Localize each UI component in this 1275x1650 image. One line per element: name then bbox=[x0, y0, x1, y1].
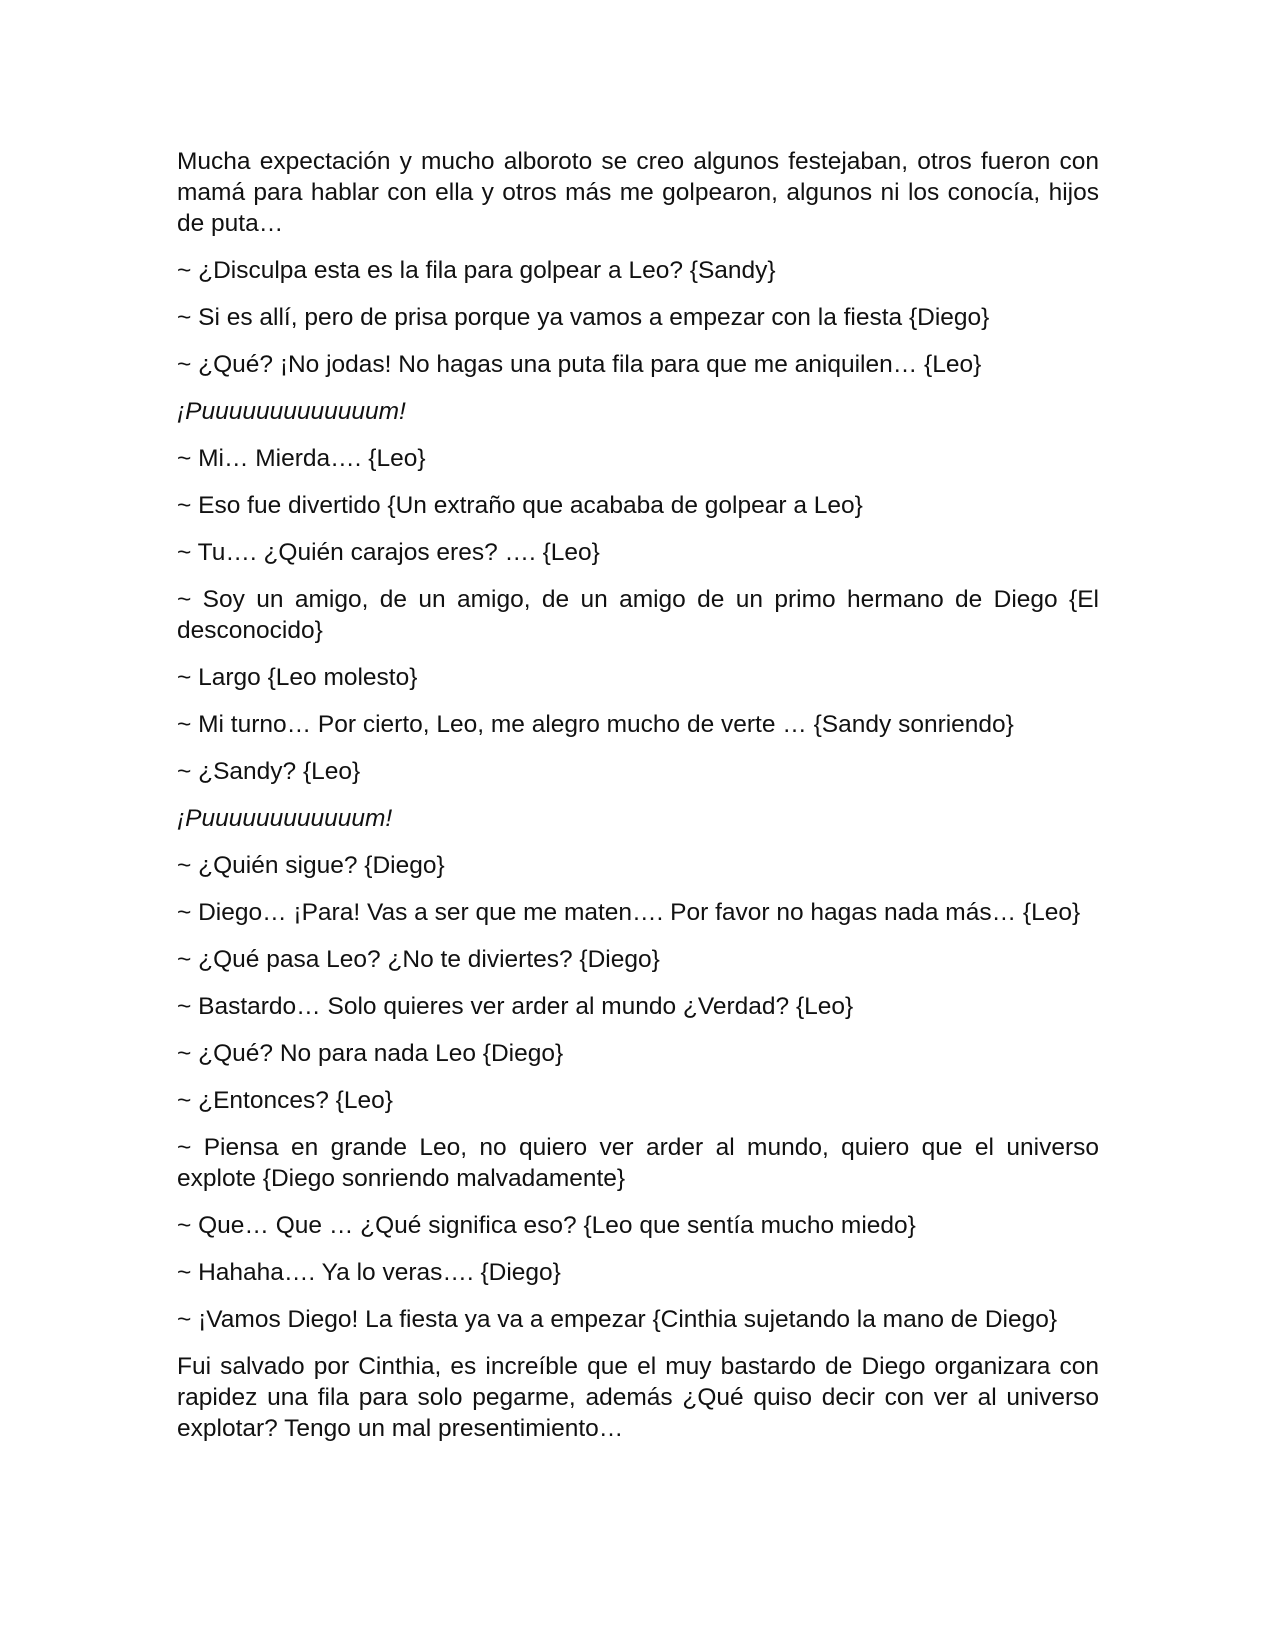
document-body bbox=[177, 146, 1099, 1444]
dialogue-line: ~ ¿Disculpa esta es la fila para golpear a Leo? {Sandy} bbox=[177, 257, 776, 284]
dialogue-line: ~ ¿Quién sigue? {Diego} bbox=[177, 852, 445, 879]
dialogue-line: ~ Mi… Mierda…. {Leo} bbox=[177, 445, 426, 472]
dialogue-line: ~ Largo {Leo molesto} bbox=[177, 664, 418, 691]
dialogue-line: ~ Piensa en grande Leo, no quiero ver arder al mundo, quiero que el universo explote {Diego sonriendo malvadamente} bbox=[177, 1134, 1099, 1192]
narration-paragraph: Fui salvado por Cinthia, es increíble que el muy bastardo de Diego organizara con rapidez una fila para solo pegarme, además ¿Qué quiso decir con ver al universo explotar? Tengo un mal presentimiento… bbox=[177, 1353, 1099, 1442]
dialogue-line: ~ ¿Qué pasa Leo? ¿No te diviertes? {Diego} bbox=[177, 946, 660, 973]
narration-paragraph: Mucha expectación y mucho alboroto se creo algunos festejaban, otros fueron con mamá para hablar con ella y otros más me golpearon, algunos ni los conocía, hijos de puta… bbox=[177, 148, 1099, 237]
dialogue-line: ~ Hahaha…. Ya lo veras…. {Diego} bbox=[177, 1259, 561, 1286]
dialogue-line: ~ Diego… ¡Para! Vas a ser que me maten…. Por favor no hagas nada más… {Leo} bbox=[177, 899, 1081, 926]
dialogue-line: ~ Tu…. ¿Quién carajos eres? …. {Leo} bbox=[177, 539, 600, 566]
dialogue-line: ~ Que… Que … ¿Qué significa eso? {Leo que sentía mucho miedo} bbox=[177, 1212, 916, 1239]
dialogue-line: ~ Bastardo… Solo quieres ver arder al mundo ¿Verdad? {Leo} bbox=[177, 993, 854, 1020]
dialogue-line: ~ ¿Qué? No para nada Leo {Diego} bbox=[177, 1040, 564, 1067]
dialogue-line: ~ ¿Qué? ¡No jodas! No hagas una puta fila para que me aniquilen… {Leo} bbox=[177, 351, 982, 378]
dialogue-line: ~ Si es allí, pero de prisa porque ya vamos a empezar con la fiesta {Diego} bbox=[177, 304, 990, 331]
dialogue-line: ~ ¿Sandy? {Leo} bbox=[177, 758, 361, 785]
sound-effect-line: ¡Puuuuuuuuuuuuum! bbox=[177, 398, 406, 425]
sound-effect-line: ¡Puuuuuuuuuuuum! bbox=[177, 805, 393, 832]
dialogue-line: ~ Mi turno… Por cierto, Leo, me alegro mucho de verte … {Sandy sonriendo} bbox=[177, 711, 1014, 738]
dialogue-line: ~ Eso fue divertido {Un extraño que acababa de golpear a Leo} bbox=[177, 492, 863, 519]
dialogue-line: ~ ¿Entonces? {Leo} bbox=[177, 1087, 393, 1114]
dialogue-line: ~ ¡Vamos Diego! La fiesta ya va a empezar {Cinthia sujetando la mano de Diego} bbox=[177, 1306, 1058, 1333]
dialogue-line: ~ Soy un amigo, de un amigo, de un amigo de un primo hermano de Diego {El desconocido} bbox=[177, 586, 1099, 644]
